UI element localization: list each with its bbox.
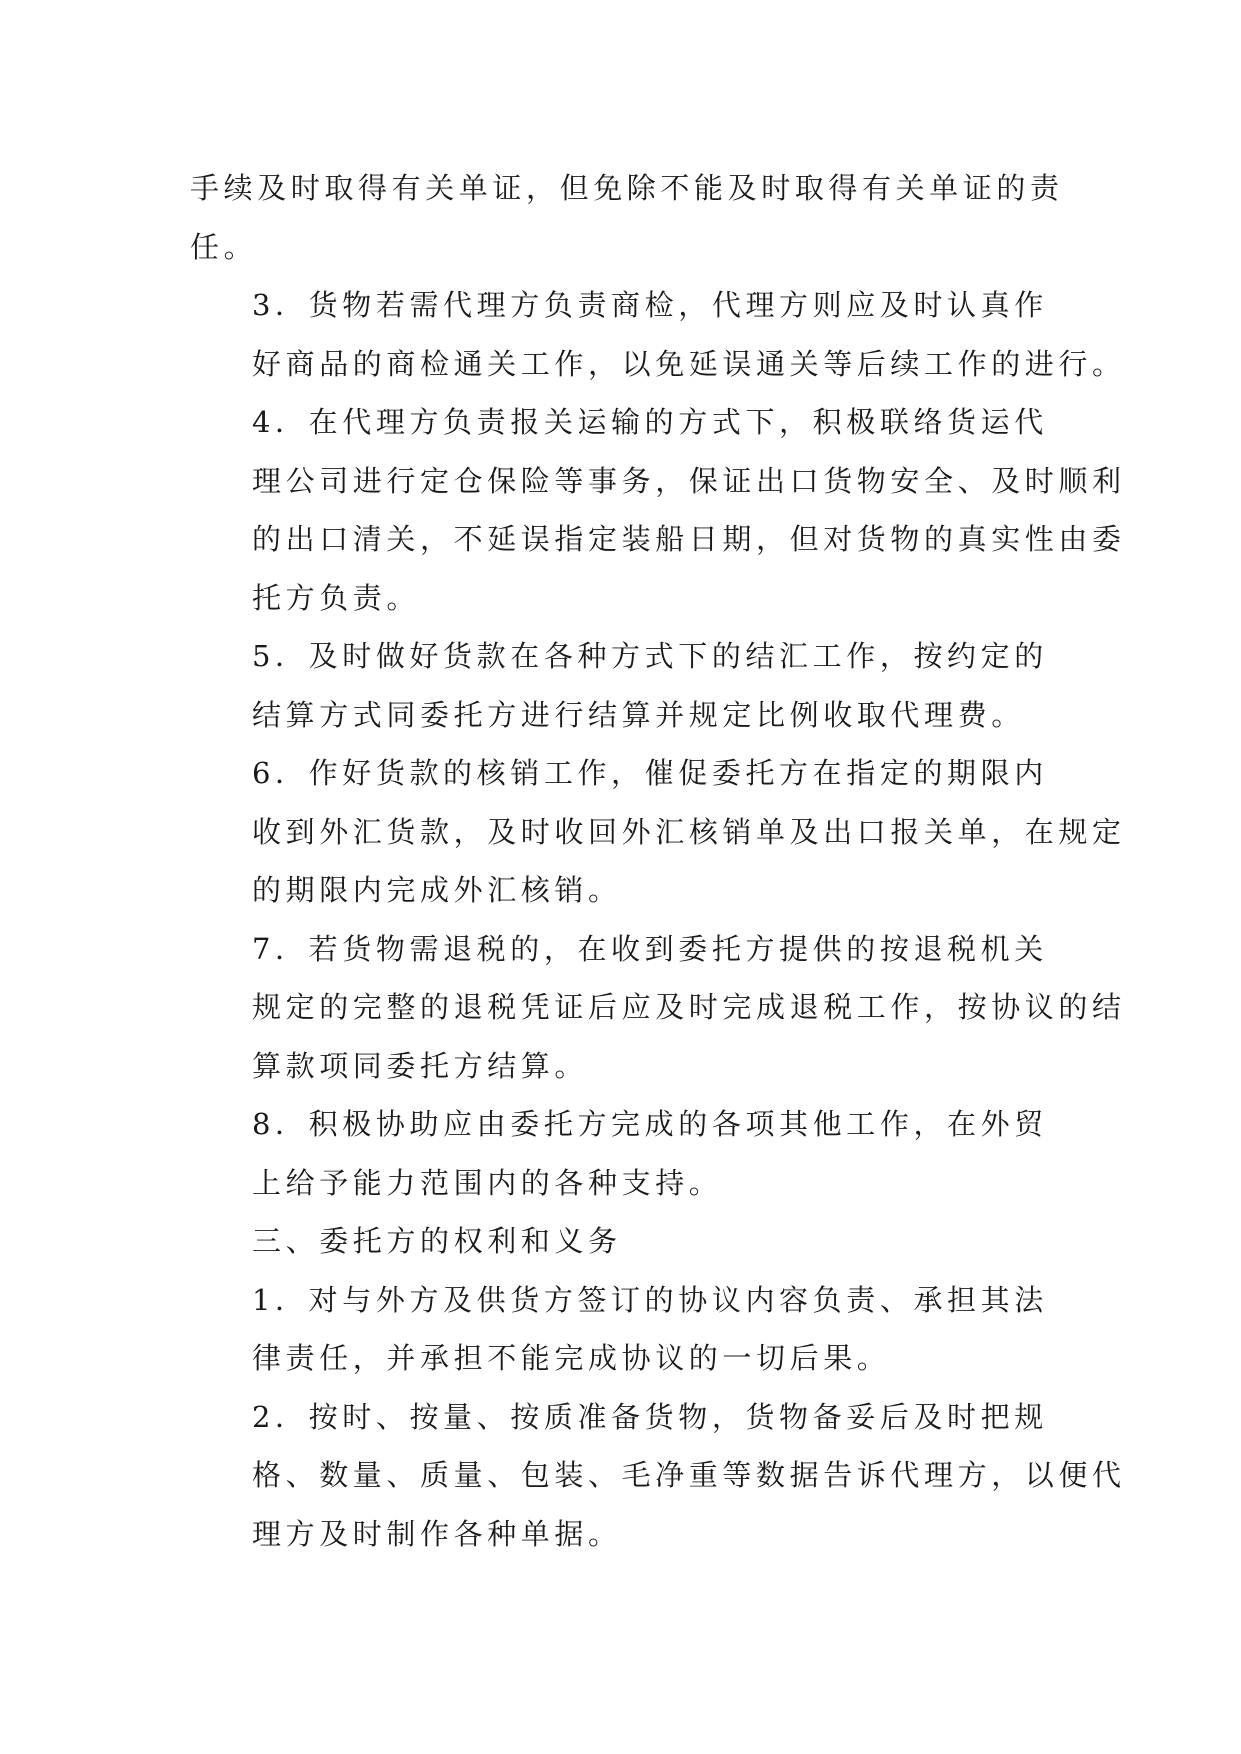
text-line: 托方负责。 [252,580,421,615]
paragraph-clause-1 [190,1271,1050,1388]
text-line: 理方及时制作各种单据。 [252,1516,622,1551]
text-line: 算款项同委托方结算。 [252,1048,589,1083]
text-line: 4．在代理方负责报关运输的方式下，积极联络货运代 [252,405,1048,439]
text-line: 的期限内完成外汇核销。 [252,873,622,907]
paragraph-continuation [190,159,1064,276]
text-line: 3．货物若需代理方负责商检，代理方则应及时认真作 [252,288,1048,322]
paragraph-clause-8 [190,1095,1050,1212]
text-line: 格、数量、质量、包装、毛净重等数据告诉代理方，以便代 [252,1458,1126,1492]
paragraph-clause-2 [190,1388,1126,1564]
text-line: 1．对与外方及供货方签订的协议内容负责、承担其法 [252,1282,1048,1317]
paragraph-clause-3 [190,276,1126,393]
paragraph-clause-7 [190,920,1126,1096]
text-line: 7．若货物需退税的，在收到委托方提供的按退税机关 [252,931,1048,966]
text-line: 手续及时取得有关单证，但免除不能及时取得有关单证的责 [190,171,1064,205]
text-line: 收到外汇货款，及时收回外汇核销单及出口报关单，在规定 [252,814,1126,849]
text-line: 任。 [190,229,258,264]
paragraph-clause-5 [190,627,1050,744]
text-line: 理公司进行定仓保险等事务，保证出口货物安全、及时顺利 [252,463,1126,498]
text-line: 8．积极协助应由委托方完成的各项其他工作，在外贸 [252,1107,1048,1141]
paragraph-clause-4 [190,393,1126,627]
text-line: 6．作好货款的核销工作，催促委托方在指定的期限内 [252,756,1048,790]
text-line: 的出口清关，不延误指定装船日期，但对货物的真实性由委 [252,522,1126,556]
text-line: 5．及时做好货款在各种方式下的结汇工作，按约定的 [252,639,1048,673]
text-line: 2．按时、按量、按质准备货物，货物备妥后及时把规 [252,1399,1048,1434]
text-line: 结算方式同委托方进行结算并规定比例收取代理费。 [252,697,1025,732]
section-heading [190,1212,1050,1271]
text-line: 规定的完整的退税凭证后应及时完成退税工作，按协议的结 [252,990,1126,1024]
text-line: 律责任，并承担不能完成协议的一切后果。 [252,1341,891,1375]
text-line: 上给予能力范围内的各种支持。 [252,1165,723,1200]
document-body [190,159,1126,1563]
text-line: 好商品的商检通关工作，以免延误通关等后续工作的进行。 [252,346,1126,381]
paragraph-clause-6 [190,744,1126,920]
text-line: 三、委托方的权利和义务 [252,1224,622,1258]
